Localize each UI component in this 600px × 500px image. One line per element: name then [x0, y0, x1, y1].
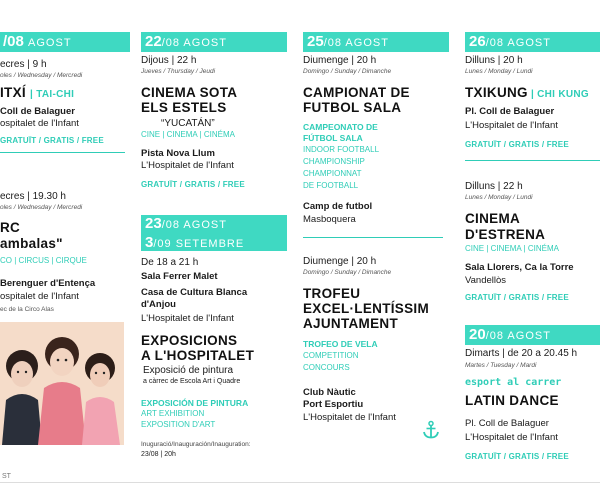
- column-thursday: [141, 0, 289, 470]
- free-label: GRATUÏT / GRATIS / FREE: [465, 140, 569, 149]
- footer-rule: [0, 482, 600, 483]
- event-time: De 18 a 21 h: [141, 257, 199, 268]
- event-title-line2: EXCEL·LENTÍSSIM: [303, 301, 430, 316]
- event-day-translations: oles / Wednesday / Mercredi: [0, 72, 83, 79]
- event-category-2: FÚTBOL SALA: [303, 133, 363, 143]
- event-day-translations: Lunes / Monday / Lundi: [465, 68, 533, 75]
- event-day: Dijous | 22 h: [141, 55, 197, 66]
- event-title-line2: D'ESTRENA: [465, 227, 546, 242]
- event-day-translations: Jueves / Thursday / Jeudi: [141, 68, 216, 75]
- event-town: Vandellòs: [465, 275, 507, 286]
- event-title: ITXÍ | TAI-CHI: [0, 85, 75, 100]
- event-title-line3: AJUNTAMENT: [303, 316, 398, 331]
- event-venue: Camp de futbol: [303, 201, 373, 212]
- event-category: TROFEO DE VELA: [303, 339, 378, 349]
- date-range-header: 23/08 AGOST 3/09 SETEMBRE: [141, 215, 287, 251]
- event-day-translations: Lunes / Monday / Lundi: [465, 194, 533, 201]
- event-venue: Pl. Coll de Balaguer: [465, 106, 555, 117]
- divider: [465, 160, 600, 161]
- free-label: GRATUÏT / GRATIS / FREE: [465, 452, 569, 461]
- event-day: Dilluns | 22 h: [465, 181, 523, 192]
- event-title-line2: FUTBOL SALA: [303, 100, 402, 115]
- event-title-line2: ambalas": [0, 236, 63, 251]
- event-title-line1: CAMPIONAT DE: [303, 85, 410, 100]
- event-note: ec de la Circo Alas: [0, 306, 54, 313]
- event-town: L'Hospitalet de l'Infant: [303, 412, 396, 423]
- inauguration-label: Inuguració/Inauguración/Inauguration:: [141, 441, 251, 448]
- event-town: L'Hospitalet de l'Infant: [141, 160, 234, 171]
- event-venue: Sala Ferrer Malet: [141, 271, 218, 282]
- event-day-translations: Domingo / Sunday / Dimanche: [303, 269, 392, 276]
- event-category: CINE | CINEMA | CINÉMA: [141, 130, 235, 139]
- divider: [303, 237, 443, 238]
- event-day-translations: Domingo / Sunday / Dimanche: [303, 68, 392, 75]
- event-category-fr: CONCOURS: [303, 363, 350, 372]
- date-header: 25/08 AGOST: [303, 32, 449, 52]
- event-title-line2: A L'HOSPITALET: [141, 348, 255, 363]
- event-category: CO | CIRCUS | CIRQUE: [0, 256, 87, 265]
- free-label: GRATUÏT / GRATIS / FREE: [141, 180, 245, 189]
- event-venue: Pista Nova Llum: [141, 148, 215, 159]
- event-town: L'Hospitalet de l'Infant: [465, 432, 558, 443]
- event-category-4: CHAMPIONSHIP: [303, 157, 365, 166]
- event-title: TXIKUNG | CHI KUNG: [465, 85, 589, 100]
- event-day: Dilluns | 20 h: [465, 55, 523, 66]
- event-venue-building-2: d'Anjou: [141, 299, 176, 310]
- event-venue: Sala Llorers, Ca la Torre: [465, 262, 574, 273]
- divider: [0, 152, 125, 153]
- performers-illustration: [0, 322, 124, 445]
- event-day: Diumenge | 20 h: [303, 256, 377, 267]
- event-category: esport al carrer: [465, 377, 562, 388]
- event-venue-building: Casa de Cultura Blanca: [141, 287, 248, 298]
- event-day: Diumenge | 20 h: [303, 55, 377, 66]
- event-title-line1: TROFEU: [303, 286, 361, 301]
- date-header: 20/08 AGOST: [465, 325, 600, 345]
- anchor-icon-graphic: [421, 420, 441, 440]
- event-town: ospitalet de l'Infant: [0, 291, 79, 302]
- free-label: GRATUÏT / GRATIS / FREE: [465, 293, 569, 302]
- event-venue: Berenguer d'Entença: [0, 278, 96, 289]
- event-category-3: INDOOR FOOTBALL: [303, 145, 380, 154]
- event-description: Exposició de pintura: [143, 365, 234, 376]
- event-category-fr: EXPOSITION D'ART: [141, 420, 216, 429]
- column-monday: [465, 0, 600, 470]
- footer-label: ST: [2, 473, 11, 480]
- event-day-translations: Martes / Tuesday / Mardi: [465, 362, 537, 369]
- event-title-line1: CINEMA SOTA: [141, 85, 238, 100]
- event-category: EXPOSICIÓN DE PINTURA: [141, 398, 249, 408]
- date-header: 22/08 AGOST: [141, 32, 287, 52]
- event-title: LATIN DANCE: [465, 393, 559, 408]
- column-wednesday: [0, 0, 130, 470]
- event-category: CINE | CINEMA | CINÉMA: [465, 244, 559, 253]
- event-day: Dimarts | de 20 a 20.45 h: [465, 348, 578, 359]
- date-header: /08 AGOST: [0, 32, 130, 52]
- event-organizer: a càrrec de Escola Art i Quadre: [143, 378, 241, 385]
- date-header: 26/08 AGOST: [465, 32, 600, 52]
- event-title-line1: CINEMA: [465, 211, 521, 226]
- event-venue-2: Port Esportiu: [303, 399, 364, 410]
- event-category-1: CAMPEONATO DE: [303, 122, 378, 132]
- event-venue: Pl. Coll de Balaguer: [465, 418, 549, 429]
- event-category-6: DE FOOTBALL: [303, 181, 359, 190]
- event-title-line1: RC: [0, 220, 21, 235]
- free-label: GRATUÏT / GRATIS / FREE: [0, 136, 104, 145]
- event-town: ospitalet de l'Infant: [0, 118, 79, 129]
- event-venue: Club Nàutic: [303, 387, 356, 398]
- event-category-5: CHAMPIONNAT: [303, 169, 362, 178]
- film-title: “YUCATÁN”: [161, 118, 215, 129]
- event-town: Masboquera: [303, 214, 356, 225]
- event-day-translations: oles / Wednesday / Mercredi: [0, 204, 83, 211]
- event-category-en: COMPETITION: [303, 351, 359, 360]
- inauguration-date: 23/08 | 20h: [141, 451, 176, 458]
- column-sunday: [303, 0, 453, 470]
- event-venue: Coll de Balaguer: [0, 106, 75, 117]
- event-day: ecres | 19.30 h: [0, 191, 66, 202]
- footer: [0, 470, 600, 500]
- event-title-line2: ELS ESTELS: [141, 100, 227, 115]
- event-title-line1: EXPOSICIONS: [141, 333, 238, 348]
- event-day: ecres | 9 h: [0, 59, 47, 70]
- anchor-icon: [421, 420, 441, 445]
- event-town: L'Hospitalet de l'Infant: [141, 313, 234, 324]
- event-town: L'Hospitalet de l'Infant: [465, 120, 558, 131]
- performers-photo: [0, 322, 124, 445]
- event-category-en: ART EXHIBITION: [141, 409, 205, 418]
